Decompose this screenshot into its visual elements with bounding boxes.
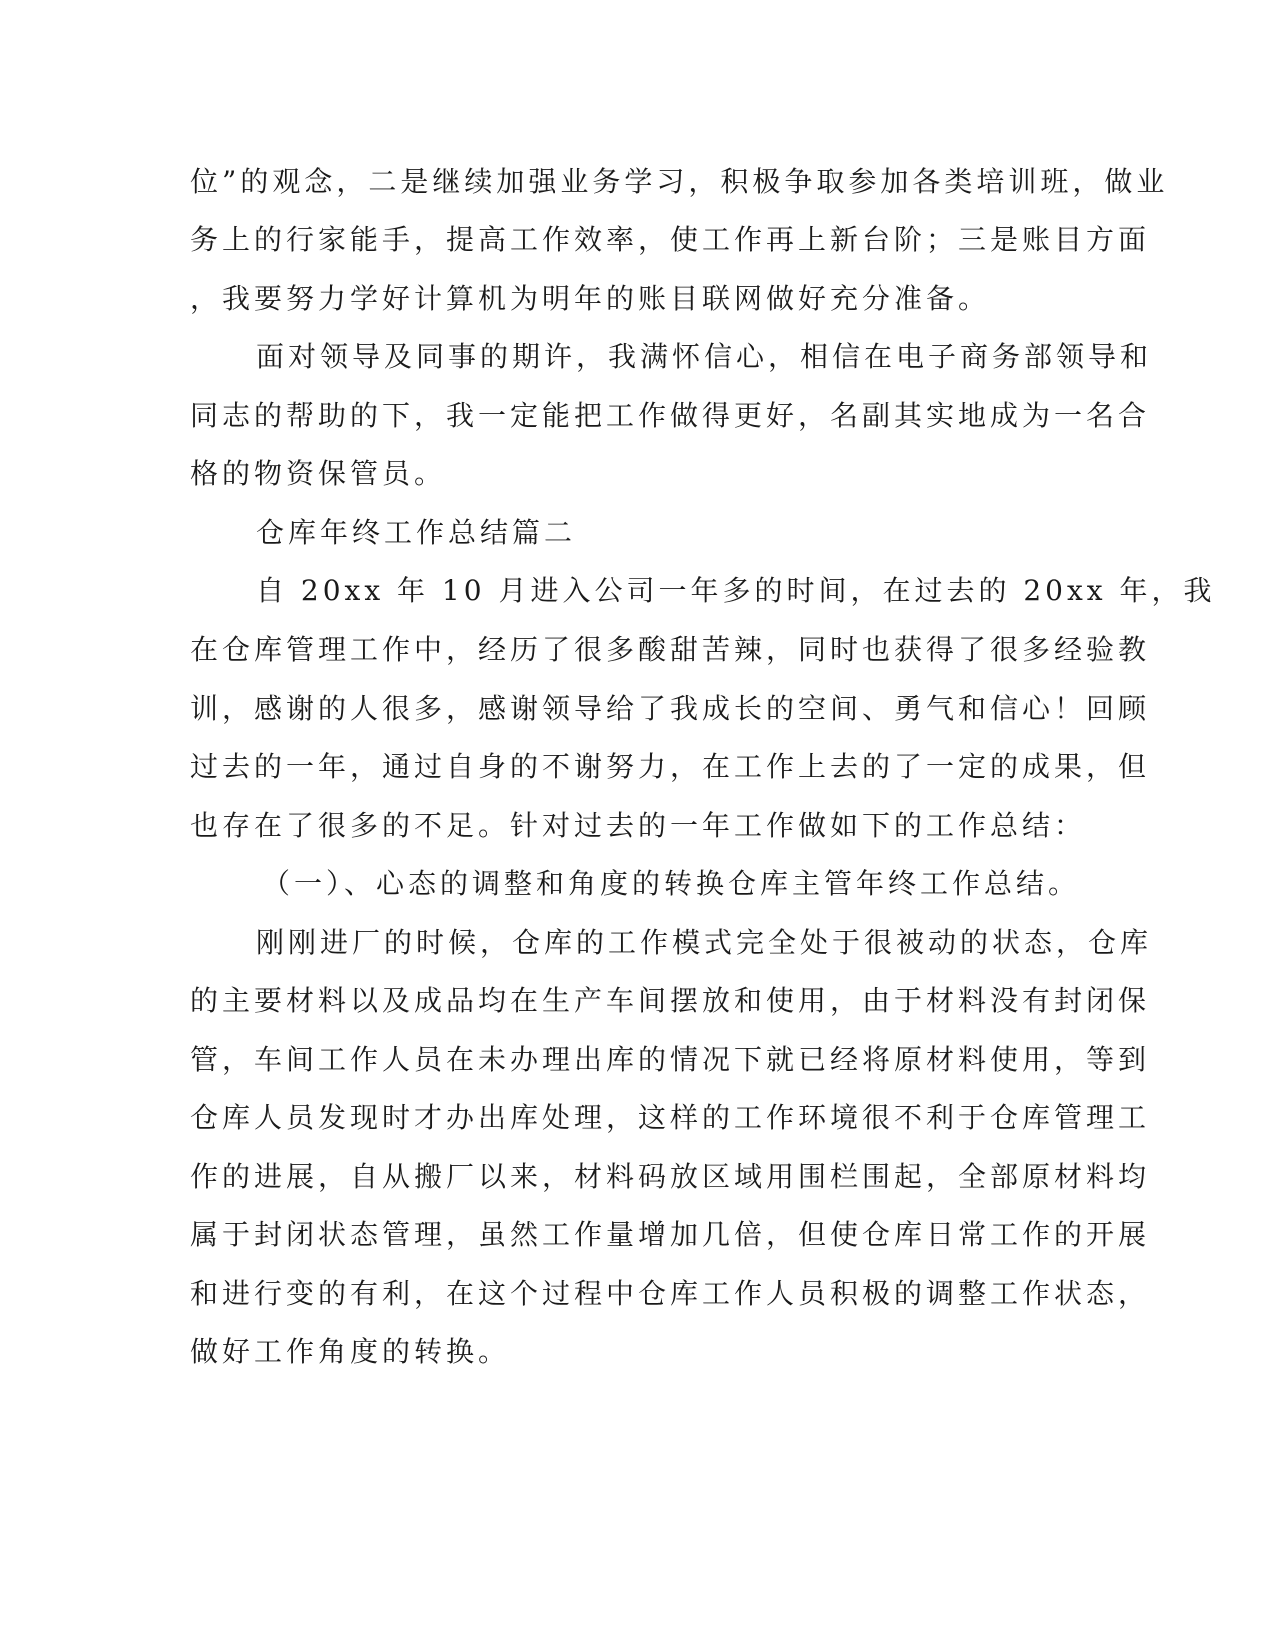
text-line: 过去的一年，通过自身的不谢努力，在工作上去的了一定的成果，但 [190, 750, 1151, 783]
paragraph-start-line: 面对领导及同事的期许，我满怀信心，相信在电子商务部领导和 [256, 340, 1153, 373]
text-line: 也存在了很多的不足。针对过去的一年工作做如下的工作总结： [190, 809, 1087, 842]
text-line: 格的物资保管员。 [190, 457, 447, 490]
text-line: 做好工作角度的转换。 [190, 1335, 511, 1368]
paragraph-start-line: 自 20xx 年 10 月进入公司一年多的时间，在过去的 20xx 年，我 [256, 574, 1216, 607]
text-line: ，我要努力学好计算机为明年的账目联网做好充分准备。 [190, 282, 991, 315]
text-line: 训，感谢的人很多，感谢领导给了我成长的空间、勇气和信心！回顾 [190, 692, 1151, 725]
text-line: 同志的帮助的下，我一定能把工作做得更好，名副其实地成为一名合 [190, 399, 1151, 432]
text-line: 仓库人员发现时才办出库处理，这样的工作环境很不利于仓库管理工 [190, 1101, 1151, 1134]
text-line: 的主要材料以及成品均在生产车间摆放和使用，由于材料没有封闭保 [190, 984, 1151, 1017]
section-heading: 仓库年终工作总结篇二 [256, 516, 577, 549]
text-line: 和进行变的有利，在这个过程中仓库工作人员积极的调整工作状态， [190, 1277, 1151, 1310]
text-line: 属于封闭状态管理，虽然工作量增加几倍，但使仓库日常工作的开展 [190, 1218, 1151, 1251]
text-line: 务上的行家能手，提高工作效率，使工作再上新台阶；三是账目方面 [190, 223, 1151, 256]
text-line: 管，车间工作人员在未办理出库的情况下就已经将原材料使用，等到 [190, 1043, 1151, 1076]
paragraph-start-line: 刚刚进厂的时候，仓库的工作模式完全处于很被动的状态，仓库 [256, 926, 1153, 959]
text-line: 作的进展，自从搬厂以来，材料码放区域用围栏围起，全部原材料均 [190, 1160, 1151, 1193]
subsection-heading: （一）、心态的调整和角度的转换仓库主管年终工作总结。 [262, 867, 1081, 900]
text-line: 位”的观念，二是继续加强业务学习，积极争取参加各类培训班，做业 [190, 165, 1169, 198]
text-line: 在仓库管理工作中，经历了很多酸甜苦辣，同时也获得了很多经验教 [190, 633, 1151, 666]
